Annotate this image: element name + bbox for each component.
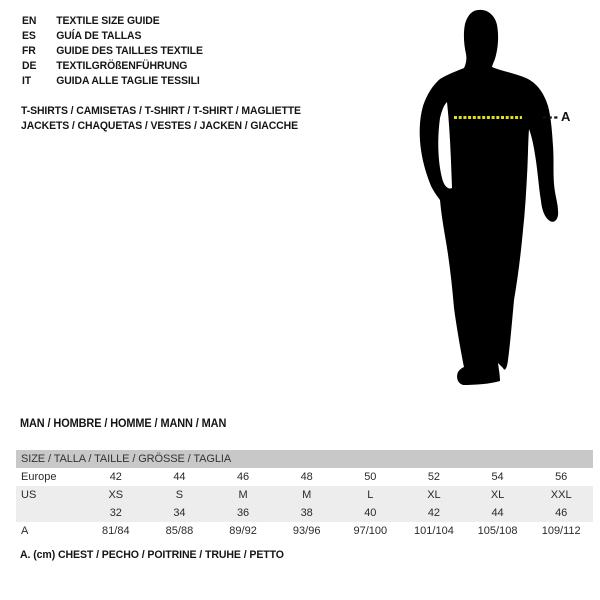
language-row [22,59,203,74]
row-label [16,504,84,522]
row-label: Europe [21,471,57,483]
size-cell: 40 [364,507,377,519]
man-silhouette [405,0,570,400]
language-code: FR [22,45,36,57]
size-table-header: SIZE / TALLA / TAILLE / GRÖSSE / TAGLIA [16,450,593,468]
language-title: TEXTILGRÖßENFÜHRUNG [56,60,188,72]
size-cell: 54 [491,471,504,483]
size-cell: 105/108 [477,525,518,537]
section-title: MAN / HOMBRE / HOMME / MANN / MAN [20,418,227,430]
size-cell: 36 [236,507,250,519]
size-cell: 101/104 [414,525,454,537]
size-cell: 34 [173,507,186,519]
size-cell: M [238,489,248,501]
size-cell: S [175,489,184,501]
size-cell: 52 [427,471,441,483]
size-table [16,450,593,540]
category-line: T-SHIRTS / CAMISETAS / T-SHIRT / T-SHIRT / MAGLIETTE [21,105,301,117]
size-cell: XL [490,489,505,501]
language-title: GUIDA ALLE TAGLIE TESSILI [56,75,200,87]
table-row [16,468,593,486]
language-row [22,29,203,44]
language-code: EN [22,15,37,27]
silhouette-body [420,10,558,385]
language-code: IT [22,75,32,87]
size-cell: 44 [173,471,186,483]
table-row [16,522,593,540]
size-cell: 109/112 [541,525,581,537]
category-line: JACKETS / CHAQUETAS / VESTES / JACKEN / GIACCHE [21,120,298,132]
size-cell: XS [108,489,124,501]
size-cell: M [302,489,312,501]
language-code: ES [22,30,36,42]
size-cell: 32 [109,507,122,519]
language-row [22,44,203,59]
row-label: US [21,489,37,501]
size-cell: 93/96 [292,525,321,537]
size-cell: 89/92 [229,525,257,537]
size-cell: 46 [555,507,568,519]
size-cell: 50 [364,471,377,483]
language-row [22,14,203,29]
table-row [16,504,593,522]
measurement-label-a: A [561,109,571,124]
language-title: GUÍA DE TALLAS [56,30,142,42]
size-cell: 97/100 [353,525,388,537]
size-cell: 46 [236,471,250,483]
size-cell: XXL [550,489,572,501]
size-cell: 42 [427,507,441,519]
language-code: DE [22,60,37,72]
measurement-footnote: A. (cm) CHEST / PECHO / POITRINE / TRUHE / PETTO [20,549,284,561]
row-label: A [21,525,29,537]
category-list [21,104,301,134]
size-cell: 85/88 [165,525,194,537]
language-row [22,74,203,89]
table-row [16,486,593,504]
size-cell: L [367,489,374,501]
size-cell: 38 [300,507,313,519]
language-list [22,14,203,89]
language-title: GUIDE DES TAILLES TEXTILE [56,45,203,57]
size-cell: XL [427,489,441,501]
size-cell: 48 [300,471,313,483]
size-cell: 56 [555,471,568,483]
language-title: TEXTILE SIZE GUIDE [56,15,160,27]
size-cell: 42 [109,471,122,483]
size-cell: 44 [491,507,504,519]
size-cell: 81/84 [102,525,130,537]
